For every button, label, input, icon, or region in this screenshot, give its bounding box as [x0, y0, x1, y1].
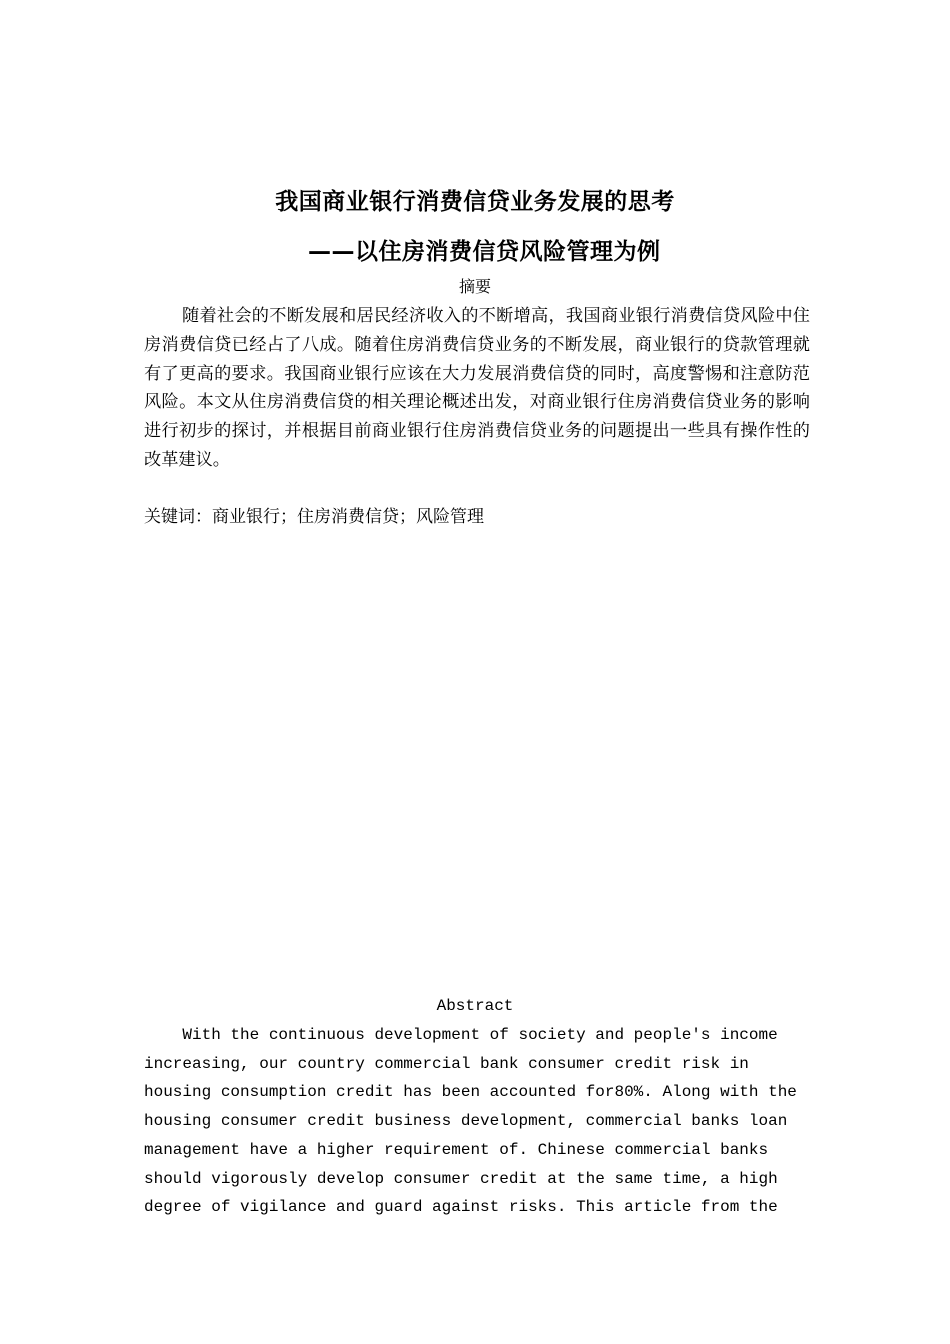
abstract-cn-heading: 摘要	[458, 277, 491, 296]
abstract-en-line: With the continuous development of society and people's income	[144, 1026, 778, 1044]
abstract-en-line: degree of vigilance and guard against risks. This article from the	[144, 1198, 778, 1217]
keywords-line: 关键词：商业银行；住房消费信贷；风险管理	[144, 507, 484, 527]
abstract-en-body	[144, 1021, 810, 1222]
abstract-en-heading: Abstract	[436, 997, 514, 1015]
abstract-en-line: increasing, our country commercial bank consumer credit risk in	[144, 1054, 749, 1073]
abstract-cn-body: 随着社会的不断发展和居民经济收入的不断增高，我国商业银行消费信贷风险中住房消费信贷已经占了八成。随着住房消费信贷业务的不断发展，商业银行的贷款管理就有了更高的要求。我国商业银行应该在大力发展消费信贷的同时，高度警惕和注意防范风险。本文从住房消费信贷的相关理论概述出发，对商业银行住房消费信贷业务的影响进行初步的探讨，并根据目前商业银行住房消费信贷业务的问题提出一些具有操作性的改革建议。	[144, 306, 810, 470]
abstract-en-line: should vigorously develop consumer credit at the same time, a high	[144, 1169, 778, 1188]
document-subtitle: ——以住房消费信贷风险管理为例	[308, 239, 661, 265]
abstract-en-line: housing consumer credit business development, commercial banks loan	[144, 1112, 788, 1131]
abstract-en-line: housing consumption credit has been accounted for80%. Along with the	[144, 1083, 797, 1102]
document-title: 我国商业银行消费信贷业务发展的思考	[275, 189, 675, 215]
abstract-en-line: management have a higher requirement of. Chinese commercial banks	[144, 1140, 769, 1159]
